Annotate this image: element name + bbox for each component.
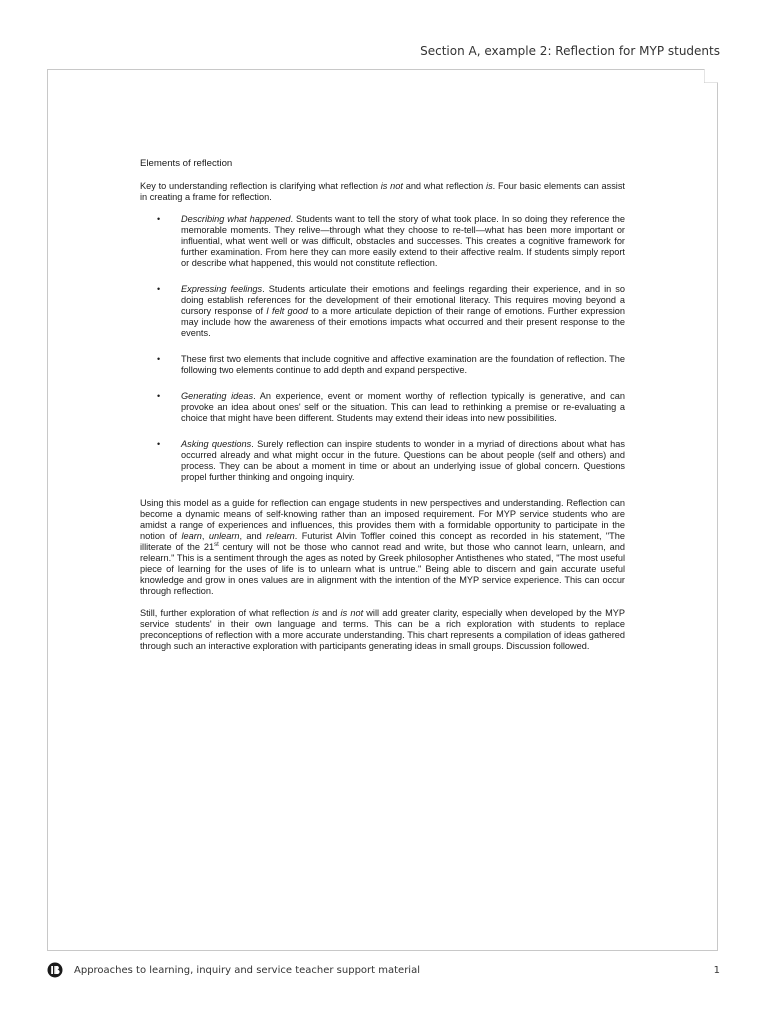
list-item: • Describing what happened. Students want to tell the story of what took place. In so doing they reference the memorable moments. They relive—through what they choose to re-tell—what has been more important or influential, what went well or was difficult, obstacles and successes. This creates a cognitive framework for further examination. From here they can more easily extend to their affective realm. If students simply report or describe what happened, this would not constitute reflection. xyxy=(157,214,625,268)
elements-list xyxy=(140,214,625,483)
document-body xyxy=(140,158,625,663)
bullet-icon: • xyxy=(157,284,161,294)
list-item: • These first two elements that include cognitive and affective examination are the foundation of reflection. The following two elements continue to add depth and expand perspective. xyxy=(157,354,625,375)
intro-paragraph: Key to understanding reflection is clarifying what reflection is not and what reflection is. Four basic elements can assist in creating a frame for reflection. xyxy=(140,181,625,202)
toffler-paragraph: Using this model as a guide for reflection can engage students in new perspectives and understanding. Reflection can become a dynamic means of self-knowing rather than an imposed requirement. For MYP service students who are amidst a range of experiences and influences, this provides them with a formidable opportunity to participate in the notion of learn, unlearn, and relearn. Futurist Alvin Toffler coined this concept as recorded in his statement, "The illiterate of the 21st century will not be those who cannot read and write, but those who cannot learn, unlearn, and relearn." This is a sentiment through the ages as noted by Greek philosopher Antisthenes who stated, "The most useful piece of learning for the uses of life is to unlearn what is untrue." Being able to discern and gain accurate useful knowledge and grow in ones values are in alignment with the intention of the MYP service experience. This can occur through reflection. xyxy=(140,498,625,596)
page-fold-corner xyxy=(704,69,718,83)
ib-logo-icon xyxy=(47,962,63,978)
bullet-icon: • xyxy=(157,214,161,224)
section-heading: Elements of reflection xyxy=(140,158,233,169)
closing-paragraph: Still, further exploration of what reflection is and is not will add greater clarity, especially when developed by the MYP service students' in their own language and terms. This can be a rich exploration with students to replace preconceptions of reflection with a more accurate understanding. This chart represents a compilation of ideas gathered through such an interactive exploration with participants generating ideas in small groups. Discussion followed. xyxy=(140,608,625,651)
bullet-icon: • xyxy=(157,439,161,449)
bullet-icon: • xyxy=(157,354,161,364)
footer-title: Approaches to learning, inquiry and service teacher support material xyxy=(74,965,420,976)
list-item: • Generating ideas. An experience, event or moment worthy of reflection typically is generative, and can provoke an idea about ones' self or the situation. This can lead to rethinking a premise or re-evaluating a choice that might have been different. Students may extend their ideas into new possibilities. xyxy=(157,391,625,423)
list-item: • Asking questions. Surely reflection can inspire students to wonder in a myriad of directions about what has occurred already and what might occur in the future. Questions can be about people (self and others) and process. They can be about a moment in time or about an underlying issue of global concern. Questions propel further thinking and ongoing inquiry. xyxy=(157,439,625,482)
page-number: 1 xyxy=(713,965,720,976)
bullet-icon: • xyxy=(157,391,161,401)
page-header-title: Section A, example 2: Reflection for MYP students xyxy=(420,44,720,58)
list-item: • Expressing feelings. Students articulate their emotions and feelings regarding their experience, and in so doing establish references for the development of their emotional literacy. This requires moving beyond a cursory response of I felt good to a more articulate depiction of their range of emotions. Further expression may include how the awareness of their emotions impacts what occurred and their present response to the events. xyxy=(157,284,626,338)
